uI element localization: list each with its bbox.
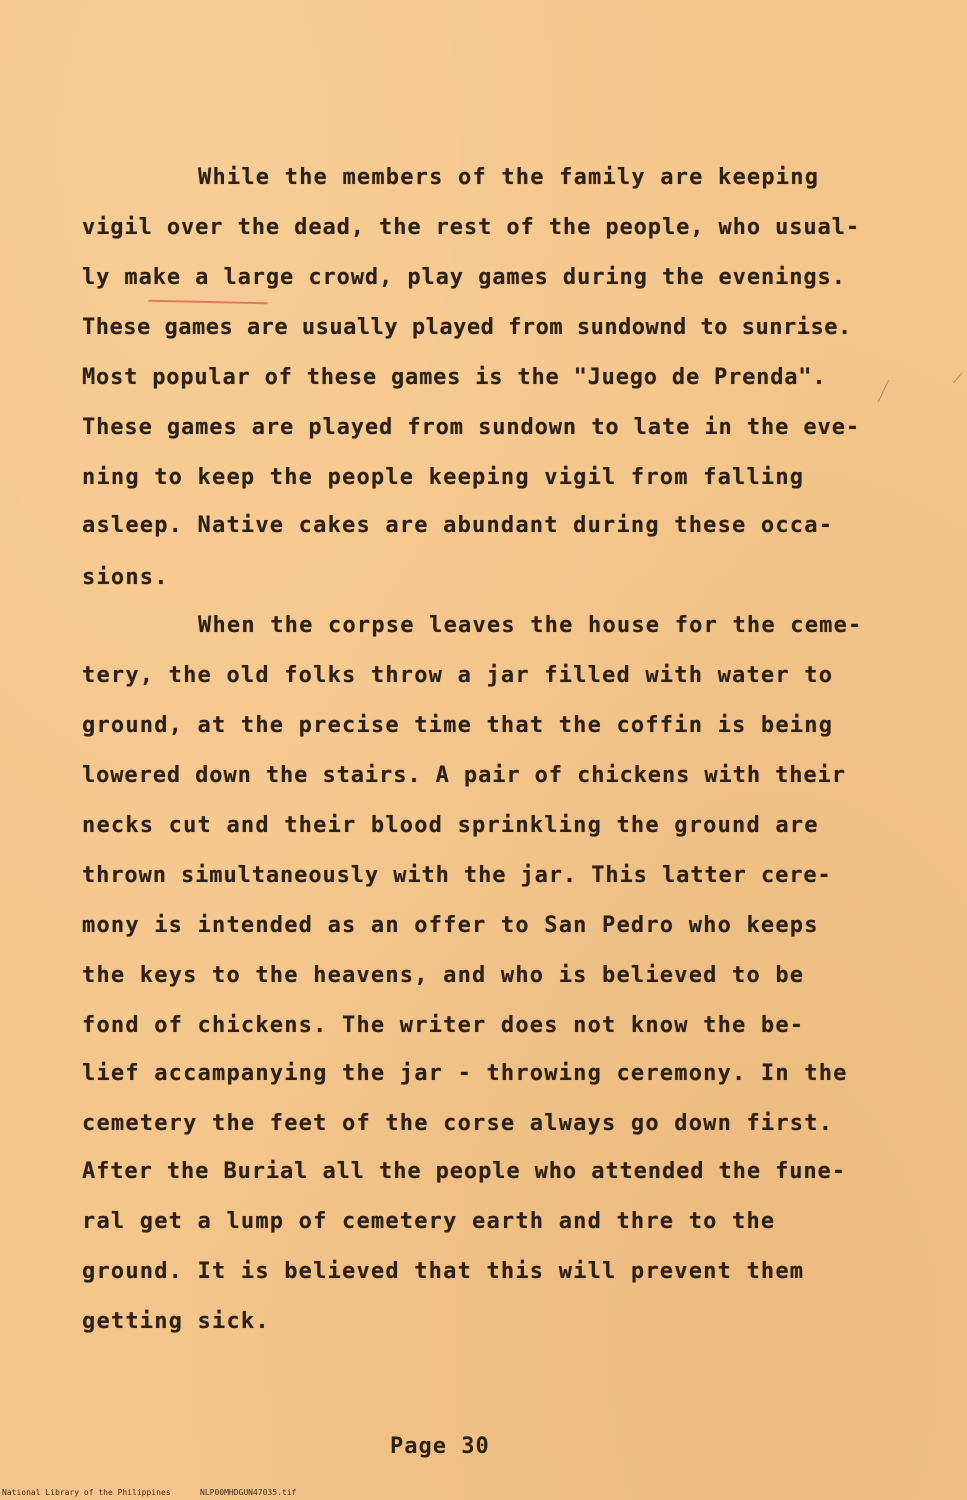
paragraph-2-line: necks cut and their blood sprinkling the ground are <box>82 813 819 838</box>
paragraph-2-line: tery, the old folks throw a jar filled with water to <box>82 663 834 688</box>
paragraph-2-line: cemetery the feet of the corse always go down first. <box>82 1111 834 1136</box>
paragraph-2-line: ground. It is believed that this will prevent them <box>82 1259 805 1284</box>
paragraph-2-line: lowered down the stairs. A pair of chickens with their <box>82 763 846 788</box>
paragraph-1-line: asleep. Native cakes are abundant during these occa- <box>82 513 834 538</box>
pencil-mark <box>953 372 963 383</box>
paragraph-2-line: When the corpse leaves the house for the ceme- <box>198 613 863 638</box>
paragraph-1-line: ly make a large crowd, play games during the evenings. <box>82 265 846 290</box>
paragraph-1-line: vigil over the dead, the rest of the people, who usual- <box>82 215 860 240</box>
paragraph-2-line: ground, at the precise time that the coffin is being <box>82 713 834 738</box>
red-pencil-underline <box>148 300 268 305</box>
footer-filename: NLP00MHDGUN47035.tif <box>200 1488 297 1497</box>
paragraph-2-line: lief accampanying the jar - throwing ceremony. In the <box>82 1061 848 1086</box>
page-number: Page 30 <box>390 1434 490 1459</box>
footer-library-label: National Library of the Philippines <box>2 1488 171 1497</box>
paragraph-2-line: fond of chickens. The writer does not know the be- <box>82 1013 805 1038</box>
paragraph-1-line: sions. <box>82 565 169 590</box>
paragraph-2-line: thrown simultaneously with the jar. This latter cere- <box>82 863 832 888</box>
pencil-mark <box>878 380 889 402</box>
paragraph-2-line: getting sick. <box>82 1309 270 1334</box>
paragraph-2-line: After the Burial all the people who attended the fune- <box>82 1159 846 1184</box>
paragraph-1-line: While the members of the family are keeping <box>198 165 820 190</box>
paragraph-1-line: ning to keep the people keeping vigil from falling <box>82 465 805 490</box>
paragraph-2-line: the keys to the heavens, and who is believed to be <box>82 963 805 988</box>
paragraph-2-line: ral get a lump of cemetery earth and thre to the <box>82 1209 776 1234</box>
paragraph-1-line: These games are played from sundown to late in the eve- <box>82 415 860 440</box>
paragraph-2-line: mony is intended as an offer to San Pedro who keeps <box>82 913 819 938</box>
paragraph-1-line: These games are usually played from sundownd to sunrise. <box>82 315 852 340</box>
paragraph-1-line: Most popular of these games is the "Juego de Prenda". <box>82 365 827 390</box>
